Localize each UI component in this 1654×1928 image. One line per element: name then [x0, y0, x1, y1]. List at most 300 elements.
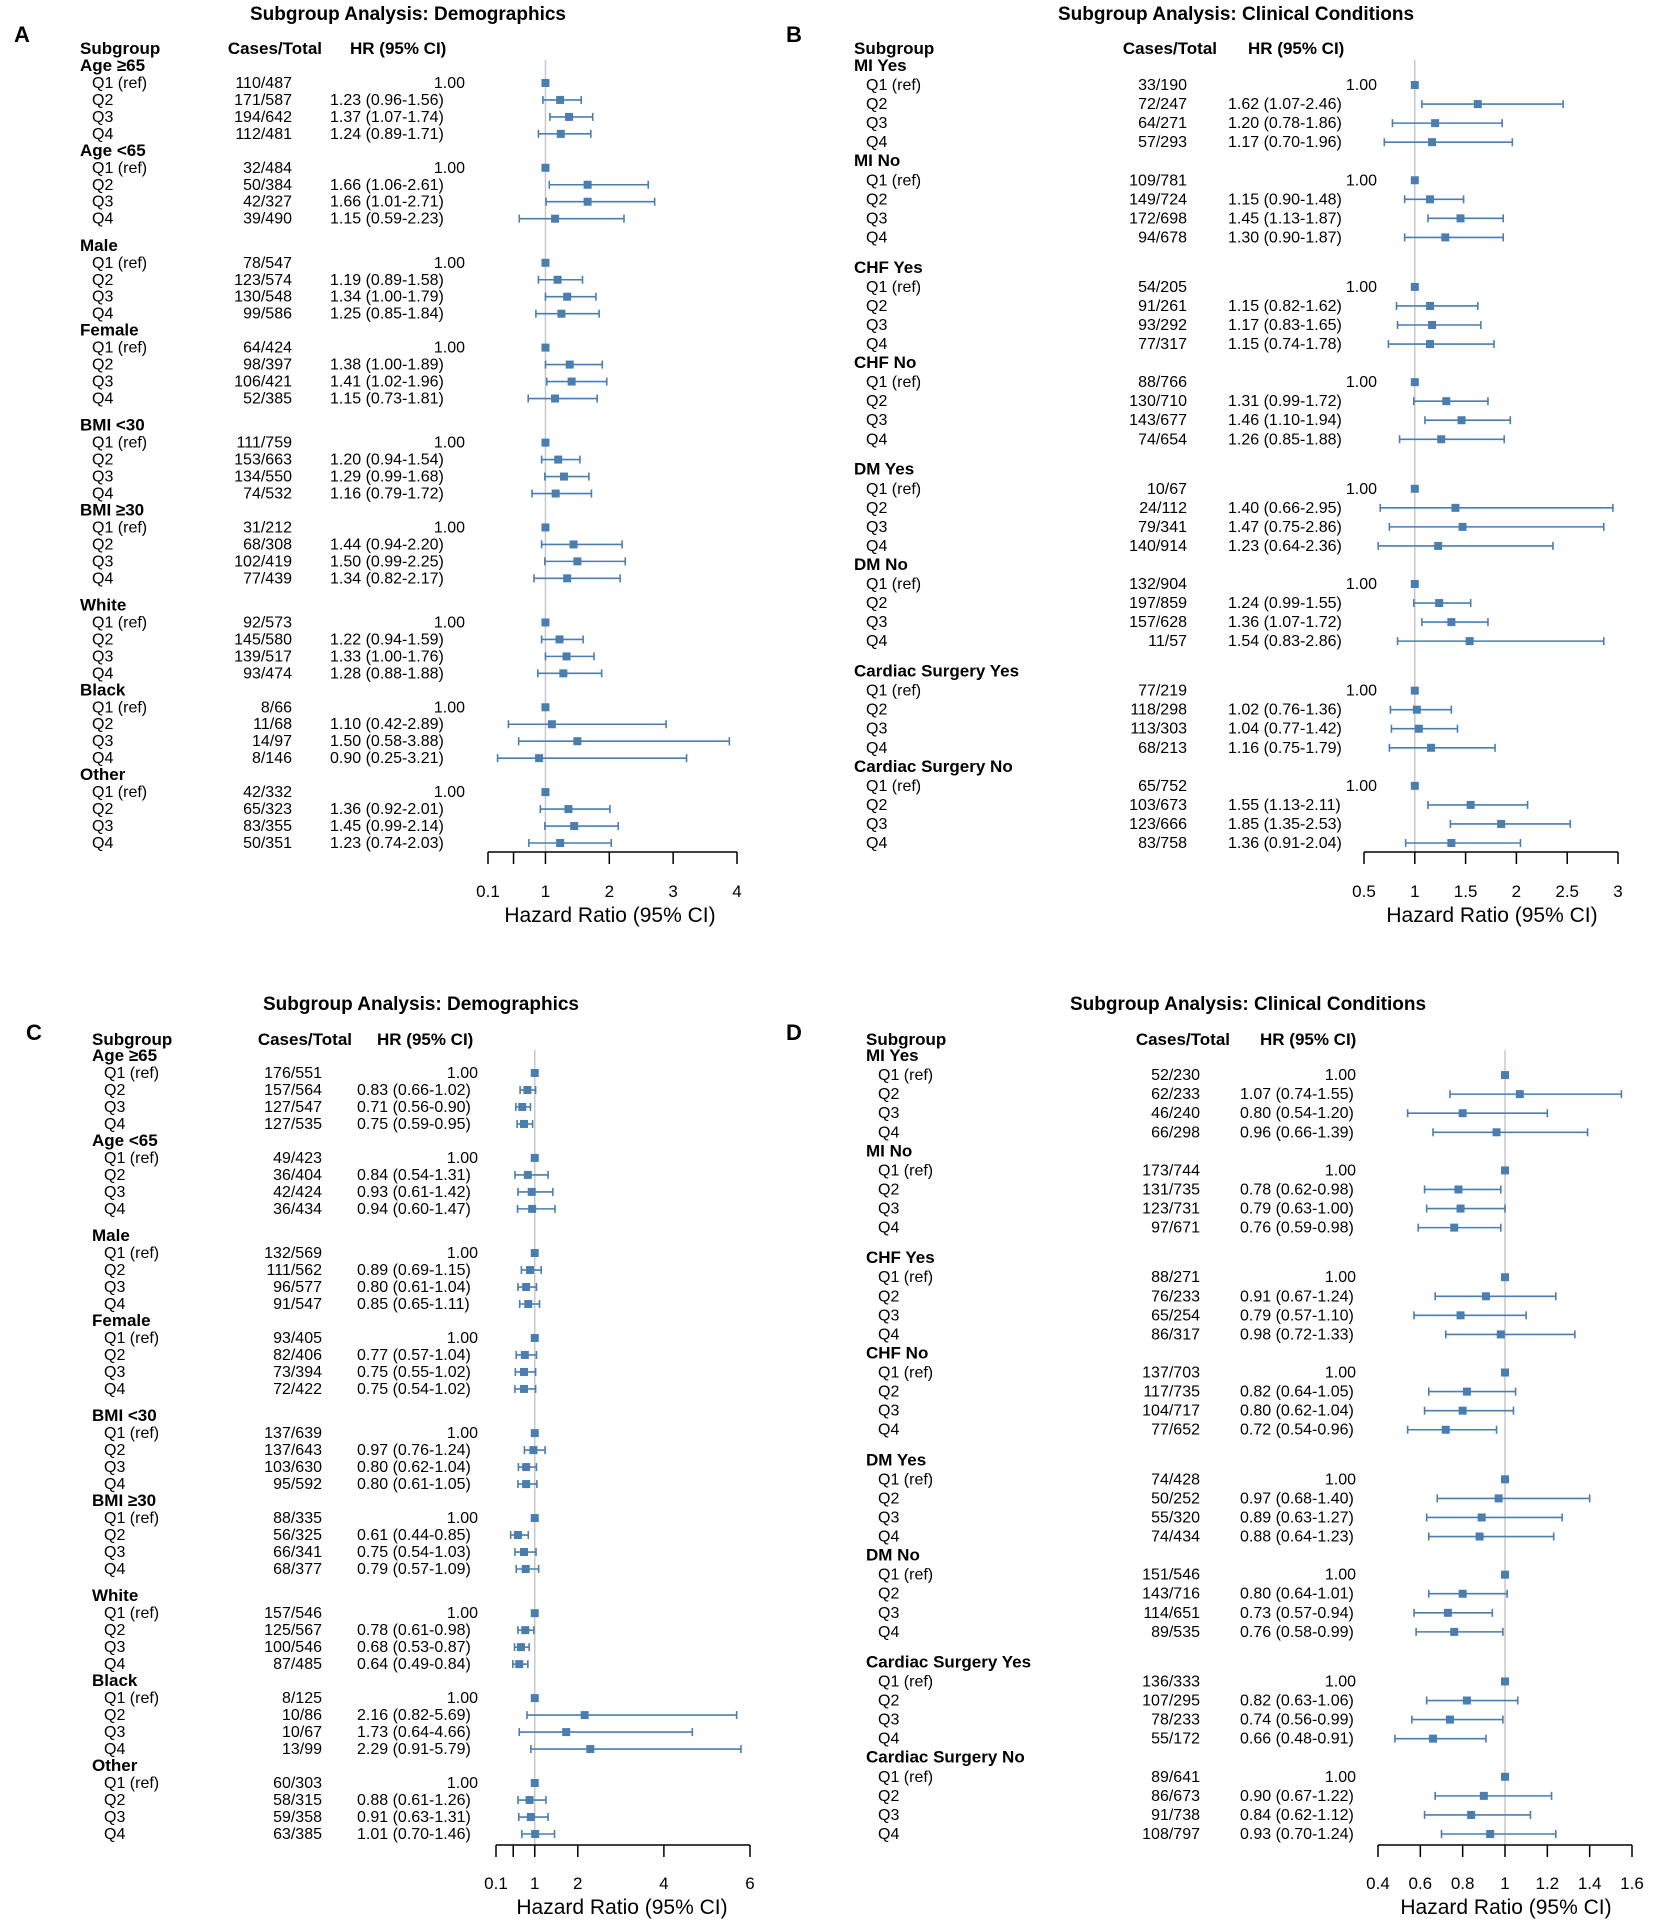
- hr-point: [521, 1351, 529, 1359]
- table-row: [92, 665, 602, 682]
- hr-point: [541, 523, 549, 531]
- row-cases-total: 52/385: [243, 390, 292, 408]
- row-hr-text: 0.77 (0.57-1.04): [357, 1346, 471, 1364]
- table-row: [866, 595, 1471, 612]
- row-cases-total: 103/673: [1129, 796, 1187, 814]
- row-cases-total: 36/434: [273, 1200, 322, 1218]
- hr-point: [1411, 283, 1419, 291]
- row-cases-total: 55/172: [1151, 1730, 1200, 1748]
- row-hr-text: 1.40 (0.66-2.95): [1228, 499, 1342, 517]
- row-cases-total: 123/731: [1142, 1200, 1200, 1218]
- table-row: [104, 1639, 529, 1656]
- row-cases-total: 63/385: [273, 1826, 322, 1843]
- x-tick-label: 1.5: [1453, 882, 1478, 901]
- table-row: [866, 431, 1504, 448]
- hr-point: [1447, 839, 1455, 847]
- row-cases-total: 172/698: [1129, 210, 1187, 228]
- row-cases-total: 10/86: [281, 1707, 322, 1725]
- row-cases-total: 76/233: [1151, 1288, 1200, 1306]
- row-hr-text: 1.00: [1324, 1768, 1356, 1786]
- hr-point: [531, 1249, 539, 1257]
- row-label: Q2: [92, 536, 114, 554]
- table-row: [104, 1561, 539, 1578]
- row-cases-total: 123/666: [1129, 815, 1187, 833]
- table-row: [878, 1826, 1556, 1843]
- row-label: Q1 (ref): [878, 1364, 934, 1382]
- subgroup-heading: BMI <30: [80, 415, 145, 435]
- row-cases-total: 83/758: [1138, 835, 1187, 852]
- row-hr-text: 0.80 (0.54-1.20): [1240, 1105, 1354, 1123]
- row-label: Q1 (ref): [878, 1067, 934, 1085]
- row-hr-text: 1.02 (0.76-1.36): [1228, 701, 1342, 719]
- subgroup-heading: BMI ≥30: [80, 500, 145, 520]
- header-cases-total: Cases/Total: [1122, 39, 1217, 58]
- row-label: Q3: [92, 373, 114, 391]
- row-label: Q3: [92, 108, 114, 126]
- hr-point: [1450, 1224, 1458, 1232]
- row-hr-text: 1.00: [1345, 77, 1377, 95]
- hr-point: [526, 1266, 534, 1274]
- row-label: Q2: [878, 1787, 900, 1805]
- row-label: Q2: [104, 1166, 126, 1184]
- subgroup-heading: DM Yes: [854, 459, 915, 479]
- row-label: Q2: [866, 701, 888, 719]
- row-label: Q4: [866, 229, 888, 247]
- hr-point: [1457, 1311, 1465, 1319]
- row-label: Q4: [104, 1380, 126, 1398]
- x-tick-label: 3: [1613, 882, 1623, 901]
- row-cases-total: 62/233: [1151, 1086, 1200, 1104]
- row-hr-text: 1.00: [433, 339, 465, 357]
- row-label: Q2: [104, 1081, 126, 1099]
- row-hr-text: 1.00: [446, 1510, 478, 1528]
- row-cases-total: 10/67: [281, 1724, 322, 1742]
- row-cases-total: 82/406: [273, 1346, 322, 1364]
- hr-point: [568, 378, 576, 386]
- table-row: [92, 255, 549, 272]
- row-cases-total: 11/57: [1148, 633, 1187, 651]
- row-cases-total: 92/573: [243, 614, 292, 632]
- panel-d: [786, 994, 1644, 1919]
- table-row: [104, 1510, 539, 1527]
- row-cases-total: 65/254: [1151, 1307, 1200, 1325]
- row-hr-text: 0.93 (0.61-1.42): [357, 1183, 471, 1201]
- row-label: Q1 (ref): [866, 374, 922, 392]
- hr-point: [1467, 1811, 1475, 1819]
- table-row: [878, 1162, 1509, 1179]
- subgroup-heading: Female: [80, 320, 139, 340]
- row-cases-total: 55/320: [1151, 1509, 1200, 1527]
- x-tick-label: 1.6: [1620, 1874, 1644, 1893]
- table-row: [878, 1384, 1516, 1401]
- row-hr-text: 1.36 (0.91-2.04): [1228, 835, 1342, 852]
- row-hr-text: 1.00: [1345, 172, 1377, 190]
- hr-point: [557, 130, 565, 138]
- hr-point: [1458, 416, 1466, 424]
- hr-point: [1434, 542, 1442, 550]
- hr-point: [522, 1480, 530, 1488]
- table-row: [866, 210, 1503, 227]
- hr-point: [531, 1334, 539, 1342]
- row-label: Q2: [878, 1383, 900, 1401]
- row-hr-text: 1.47 (0.75-2.86): [1228, 518, 1342, 536]
- row-cases-total: 113/303: [1130, 720, 1187, 738]
- hr-point: [586, 1745, 594, 1753]
- row-label: Q1 (ref): [104, 1510, 160, 1528]
- row-hr-text: 0.80 (0.61-1.05): [357, 1476, 471, 1494]
- row-hr-text: 1.00: [1345, 682, 1377, 700]
- x-tick-label: 6: [745, 1874, 755, 1893]
- table-row: [104, 1527, 528, 1544]
- subgroup-heading: CHF No: [866, 1343, 929, 1363]
- row-label: Q3: [866, 115, 888, 133]
- row-cases-total: 110/487: [235, 74, 292, 92]
- row-label: Q1 (ref): [866, 77, 922, 95]
- row-cases-total: 136/333: [1142, 1673, 1200, 1691]
- row-cases-total: 78/547: [243, 254, 292, 272]
- row-cases-total: 157/546: [264, 1605, 322, 1623]
- subgroup-heading: White: [92, 1586, 139, 1606]
- row-hr-text: 1.45 (0.99-2.14): [330, 818, 444, 836]
- row-hr-text: 0.79 (0.57-1.09): [357, 1561, 471, 1579]
- subgroup-heading: BMI <30: [92, 1406, 157, 1426]
- row-cases-total: 86/673: [1151, 1787, 1200, 1805]
- row-hr-text: 0.72 (0.54-0.96): [1240, 1421, 1354, 1439]
- x-tick-label: 2: [1511, 882, 1522, 901]
- row-cases-total: 197/859: [1129, 595, 1187, 613]
- hr-point: [531, 1429, 539, 1437]
- row-cases-total: 77/439: [243, 570, 292, 588]
- row-cases-total: 39/490: [243, 210, 292, 228]
- row-label: Q3: [878, 1105, 900, 1123]
- row-cases-total: 89/535: [1151, 1623, 1200, 1641]
- row-hr-text: 1.15 (0.74-1.78): [1228, 336, 1342, 354]
- subgroup-heading: Age ≥65: [92, 1046, 158, 1065]
- row-label: Q3: [92, 648, 114, 666]
- row-cases-total: 68/377: [273, 1561, 322, 1579]
- hr-point: [541, 439, 549, 447]
- header-hr-ci: HR (95% CI): [1260, 1030, 1357, 1049]
- row-hr-text: 1.00: [1345, 480, 1377, 498]
- subgroup-heading: MI No: [866, 1141, 913, 1161]
- hr-point: [1474, 100, 1482, 108]
- table-row: [104, 1622, 534, 1639]
- row-hr-text: 0.79 (0.57-1.10): [1240, 1307, 1354, 1325]
- row-hr-text: 1.23 (0.64-2.36): [1228, 537, 1342, 555]
- hr-point: [541, 618, 549, 626]
- row-cases-total: 100/546: [264, 1639, 322, 1657]
- row-label: Q3: [866, 720, 888, 738]
- table-row: [92, 306, 599, 323]
- hr-point: [1444, 1609, 1452, 1617]
- row-cases-total: 65/752: [1138, 777, 1187, 795]
- subgroup-heading: White: [80, 595, 127, 615]
- table-row: [878, 1471, 1509, 1488]
- row-cases-total: 68/308: [243, 536, 292, 554]
- row-cases-total: 60/303: [273, 1775, 322, 1793]
- row-hr-text: 0.80 (0.64-1.01): [1240, 1585, 1354, 1603]
- table-row: [104, 1184, 553, 1201]
- hr-point: [551, 215, 559, 223]
- row-cases-total: 78/233: [1151, 1711, 1200, 1729]
- table-row: [866, 96, 1563, 113]
- row-cases-total: 10/67: [1146, 480, 1187, 498]
- row-label: Q4: [866, 134, 888, 152]
- hr-point: [1437, 435, 1445, 443]
- row-label: Q1 (ref): [92, 519, 148, 537]
- row-cases-total: 66/341: [273, 1544, 322, 1562]
- table-row: [866, 683, 1419, 700]
- row-label: Q1 (ref): [866, 682, 922, 700]
- hr-point: [581, 1711, 589, 1719]
- row-cases-total: 95/592: [273, 1476, 322, 1494]
- row-hr-text: 1.00: [433, 519, 465, 537]
- row-hr-text: 1.00: [433, 159, 465, 177]
- row-hr-text: 0.82 (0.63-1.06): [1240, 1692, 1354, 1710]
- table-row: [104, 1150, 539, 1167]
- hr-point: [520, 1120, 528, 1128]
- panel-title: Subgroup Analysis: Clinical Conditions: [1069, 994, 1427, 1015]
- row-cases-total: 157/564: [264, 1081, 322, 1099]
- hr-point: [1478, 1513, 1486, 1521]
- table-row: [104, 1347, 536, 1364]
- table-row: [92, 469, 589, 486]
- row-label: Q1 (ref): [104, 1329, 160, 1347]
- hr-point: [1411, 176, 1419, 184]
- table-row: [92, 614, 549, 631]
- table-row: [866, 191, 1464, 208]
- row-hr-text: 1.00: [446, 1690, 478, 1708]
- row-cases-total: 149/724: [1129, 191, 1187, 209]
- row-label: Q1 (ref): [104, 1245, 160, 1263]
- hr-point: [1457, 214, 1465, 222]
- row-label: Q1 (ref): [104, 1149, 160, 1167]
- table-row: [92, 177, 648, 194]
- row-label: Q1 (ref): [866, 576, 922, 593]
- table-row: [878, 1490, 1590, 1507]
- row-label: Q3: [104, 1279, 126, 1297]
- x-axis-label: Hazard Ratio (95% CI): [1400, 1896, 1612, 1919]
- row-label: Q4: [866, 336, 888, 354]
- table-row: [92, 391, 597, 408]
- row-label: Q2: [92, 451, 114, 469]
- hr-point: [1501, 1571, 1509, 1579]
- hr-point: [564, 805, 572, 813]
- row-cases-total: 77/652: [1151, 1421, 1200, 1439]
- table-row: [866, 633, 1604, 650]
- hr-point: [548, 720, 556, 728]
- row-label: Q3: [104, 1639, 126, 1657]
- row-cases-total: 68/213: [1138, 739, 1187, 757]
- row-label: Q3: [866, 412, 888, 430]
- hr-point: [1431, 119, 1439, 127]
- row-cases-total: 42/327: [243, 193, 292, 211]
- row-cases-total: 74/654: [1138, 431, 1187, 449]
- hr-point: [1459, 1407, 1467, 1415]
- table-row: [878, 1220, 1501, 1237]
- row-cases-total: 94/678: [1138, 229, 1187, 247]
- row-cases-total: 88/766: [1138, 374, 1187, 392]
- hr-point: [1482, 1292, 1490, 1300]
- hr-point: [520, 1548, 528, 1556]
- table-row: [866, 229, 1503, 246]
- table-row: [104, 1296, 539, 1313]
- row-hr-text: 1.00: [446, 1245, 478, 1263]
- row-hr-text: 0.83 (0.66-1.02): [357, 1081, 471, 1099]
- hr-point: [1501, 1475, 1509, 1483]
- hr-point: [527, 1813, 535, 1821]
- row-label: Q2: [866, 297, 888, 315]
- row-hr-text: 1.41 (1.02-1.96): [330, 373, 444, 391]
- row-cases-total: 89/641: [1151, 1768, 1200, 1786]
- hr-point: [565, 113, 573, 121]
- row-cases-total: 132/569: [264, 1245, 322, 1263]
- table-row: [878, 1181, 1501, 1198]
- row-hr-text: 1.15 (0.59-2.23): [330, 210, 444, 228]
- x-tick-label: 2.5: [1555, 882, 1580, 901]
- row-label: Q3: [866, 518, 888, 536]
- row-hr-text: 1.55 (1.13-2.11): [1228, 796, 1341, 814]
- row-label: Q4: [866, 633, 888, 651]
- row-cases-total: 151/546: [1142, 1566, 1200, 1584]
- row-cases-total: 171/587: [234, 91, 292, 109]
- hr-point: [563, 652, 571, 660]
- table-row: [104, 1809, 548, 1826]
- row-cases-total: 32/484: [243, 159, 292, 177]
- hr-point: [531, 1694, 539, 1702]
- table-row: [866, 797, 1528, 814]
- table-row: [92, 716, 666, 733]
- table-row: [866, 614, 1488, 631]
- row-hr-text: 1.00: [1345, 777, 1377, 795]
- subgroup-heading: Black: [80, 680, 126, 700]
- table-row: [104, 1724, 692, 1741]
- row-label: Q2: [866, 796, 888, 814]
- table-row: [92, 126, 591, 143]
- panel-title: Subgroup Analysis: Demographics: [249, 4, 567, 25]
- subgroup-heading: Female: [92, 1310, 151, 1330]
- row-hr-text: 1.01 (0.70-1.46): [357, 1826, 471, 1843]
- table-row: [104, 1245, 539, 1262]
- table-row: [92, 452, 580, 469]
- row-cases-total: 107/295: [1142, 1692, 1200, 1710]
- row-hr-text: 1.19 (0.89-1.58): [330, 271, 444, 289]
- row-label: Q3: [878, 1711, 900, 1729]
- row-hr-text: 1.29 (0.99-1.68): [330, 468, 444, 486]
- row-hr-text: 0.89 (0.63-1.27): [1240, 1509, 1354, 1527]
- hr-point: [563, 574, 571, 582]
- row-cases-total: 8/125: [281, 1690, 322, 1708]
- table-row: [92, 194, 655, 211]
- x-tick-label: 4: [659, 1874, 669, 1893]
- row-label: Q4: [104, 1200, 126, 1218]
- table-row: [878, 1105, 1547, 1122]
- row-cases-total: 91/738: [1151, 1806, 1200, 1824]
- row-cases-total: 36/404: [273, 1166, 322, 1184]
- subgroup-heading: Cardiac Surgery No: [866, 1747, 1025, 1767]
- hr-point: [526, 1796, 534, 1804]
- row-hr-text: 1.00: [446, 1775, 478, 1793]
- hr-point: [1447, 618, 1455, 626]
- row-hr-text: 0.76 (0.59-0.98): [1240, 1219, 1354, 1237]
- row-hr-text: 1.37 (1.07-1.74): [330, 108, 444, 126]
- row-label: Q4: [878, 1826, 900, 1843]
- row-label: Q2: [92, 91, 114, 109]
- row-hr-text: 0.79 (0.63-1.00): [1240, 1200, 1354, 1218]
- header-cases-total: Cases/Total: [257, 1030, 352, 1049]
- row-label: Q3: [866, 815, 888, 833]
- row-label: Q3: [878, 1604, 900, 1622]
- row-hr-text: 0.84 (0.62-1.12): [1240, 1806, 1354, 1824]
- row-cases-total: 140/914: [1129, 537, 1187, 555]
- row-hr-text: 1.20 (0.78-1.86): [1228, 115, 1342, 133]
- row-cases-total: 46/240: [1151, 1105, 1200, 1123]
- table-row: [866, 412, 1510, 429]
- hr-point: [522, 1565, 530, 1573]
- header-hr-ci: HR (95% CI): [1248, 39, 1345, 58]
- table-row: [92, 801, 610, 818]
- row-label: Q3: [878, 1509, 900, 1527]
- row-cases-total: 145/580: [234, 631, 292, 649]
- row-label: Q4: [878, 1730, 900, 1748]
- row-cases-total: 88/335: [273, 1510, 322, 1528]
- row-hr-text: 0.89 (0.69-1.15): [357, 1262, 471, 1280]
- hr-point: [517, 1643, 525, 1651]
- table-row: [866, 576, 1419, 593]
- row-hr-text: 1.50 (0.58-3.88): [330, 733, 444, 751]
- row-cases-total: 91/547: [273, 1296, 322, 1314]
- row-cases-total: 73/394: [273, 1363, 322, 1381]
- row-label: Q3: [104, 1809, 126, 1827]
- row-hr-text: 1.00: [1345, 576, 1377, 593]
- row-cases-total: 137/703: [1142, 1364, 1200, 1382]
- subgroup-heading: MI Yes: [854, 56, 907, 75]
- row-label: Q4: [878, 1219, 900, 1237]
- hr-point: [552, 490, 560, 498]
- row-cases-total: 104/717: [1142, 1402, 1200, 1420]
- table-row: [104, 1116, 533, 1133]
- table-row: [92, 75, 549, 92]
- row-label: Q1 (ref): [878, 1269, 934, 1287]
- hr-point: [1493, 1128, 1501, 1136]
- panel-letter: C: [26, 1020, 42, 1045]
- subgroup-heading: MI Yes: [866, 1046, 919, 1065]
- subgroup-heading: DM No: [854, 554, 908, 574]
- row-cases-total: 50/351: [243, 835, 292, 852]
- table-row: [878, 1086, 1621, 1103]
- row-hr-text: 0.85 (0.65-1.11): [357, 1296, 470, 1314]
- hr-point: [515, 1660, 523, 1668]
- subgroup-heading: Age ≥65: [80, 56, 146, 75]
- row-label: Q2: [104, 1346, 126, 1364]
- table-row: [866, 538, 1553, 555]
- row-hr-text: 0.88 (0.61-1.26): [357, 1792, 471, 1810]
- x-tick-label: 1: [530, 1874, 540, 1893]
- row-cases-total: 139/517: [234, 648, 292, 666]
- table-row: [104, 1605, 539, 1622]
- table-row: [92, 92, 581, 109]
- row-label: Q2: [878, 1086, 900, 1104]
- row-label: Q4: [104, 1561, 126, 1579]
- table-row: [866, 835, 1520, 852]
- x-tick-label: 0.5: [1352, 882, 1376, 901]
- panel-letter: D: [786, 1020, 802, 1045]
- hr-point: [1413, 706, 1421, 714]
- row-cases-total: 8/66: [260, 699, 292, 717]
- hr-point: [1495, 1494, 1503, 1502]
- row-hr-text: 1.66 (1.01-2.71): [330, 193, 444, 211]
- table-row: [866, 816, 1570, 833]
